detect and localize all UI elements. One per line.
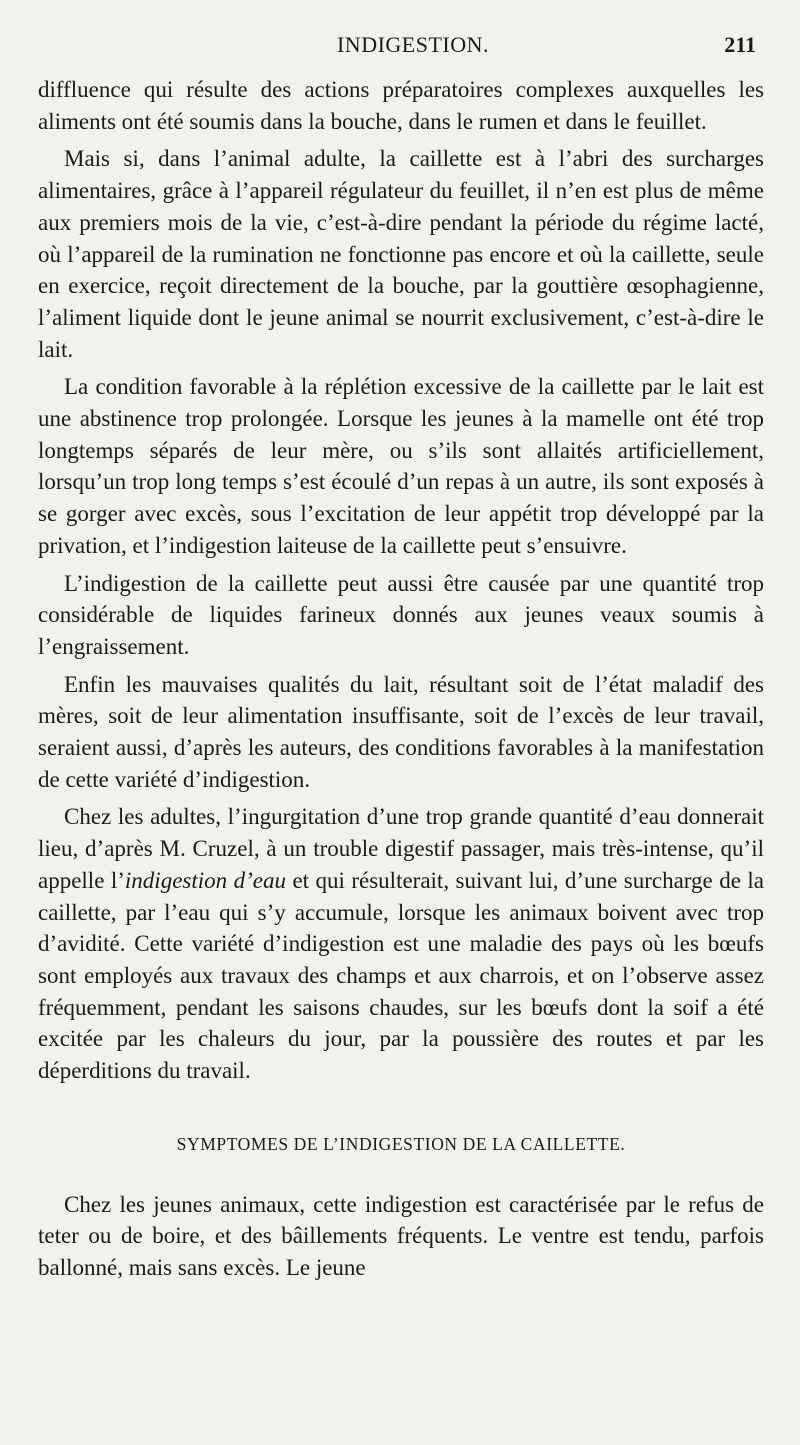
paragraph-abstinence: La condition favorable à la réplétion excessive de la caillette par le lait est une abstinence trop prolongée. Lorsque les jeunes à la mamelle ont été trop longtemps séparés de leur mère, ou s’ils sont allaités artificiellement, lorsqu’un trop long temps s’est écoulé d’un repas à un autre, ils sont exposés à se gorger avec excès, sous l’excitation de leur appétit trop développé par la privation, et l’indigestion laiteuse de la caillette peut s’ensuivre.	[38, 374, 764, 558]
page-number: 211	[724, 32, 756, 57]
paragraph-continuation: diffluence qui résulte des actions préparatoires complexes auxquelles les aliments ont été soumis dans la bouche, dans le rumen et dans le feuillet.	[38, 77, 764, 134]
body-text	[38, 74, 764, 1284]
paragraph-symptoms: Chez les jeunes animaux, cette indigestion est caractérisée par le refus de teter ou de boire, et des bâillements fréquents. Le ventre est tendu, parfois ballonné, mais sans excès. Le jeune	[38, 1191, 764, 1280]
italic-term: indigestion d’eau	[124, 867, 286, 893]
section-heading: SYMPTOMES DE L’INDIGESTION DE LA CAILLETTE.	[176, 1133, 626, 1154]
paragraph-milk-qualities: Enfin les mauvaises qualités du lait, résultant soit de l’état maladif des mères, soit de leur alimentation insuffisante, soit de l’excès de leur travail, seraient aussi, d’après les auteurs, des conditions favorables à la manifestation de cette variété d’indigestion.	[38, 671, 764, 792]
paragraph-water-indigestion	[38, 801, 764, 1086]
paragraph-farinaceous-liquids: L’indigestion de la caillette peut aussi être causée par une quantité trop considérable de liquides farineux donnés aux jeunes veaux soumis à l’engraissement.	[38, 570, 764, 659]
running-title: INDIGESTION.	[336, 32, 490, 57]
paragraph-text-before-italic: Chez les adultes, l’ingurgitation d’une trop grande quantité d’eau donnerait lieu, d’après M. Cruzel, à un trouble digestif passager, mais très-intense, qu’il appelle l’	[38, 804, 764, 893]
running-head	[38, 30, 764, 74]
paragraph-adult-caillette: Mais si, dans l’animal adulte, la caillette est à l’abri des surcharges alimentaires, grâce à l’appareil régulateur du feuillet, il n’en est plus de même aux premiers mois de la vie, c’est-à-dire pendant la période du régime lacté, où l’appareil de la rumination ne fonctionne pas encore et où la caillette, seule en exercice, reçoit directement de la bouche, par la gouttière œsophagienne, l’aliment liquide dont le jeune animal se nourrit exclusivement, c’est-à-dire le lait.	[38, 146, 764, 362]
paragraph-text-after-italic: et qui résulterait, suivant lui, d’une surcharge de la caillette, par l’eau qui s’y accumule, lorsque les animaux boivent avec trop d’avidité. Cette variété d’indigestion est une maladie des pays où les bœufs sont employés aux travaux des champs et aux charrois, et on l’observe assez fréquemment, pendant les saisons chaudes, sur les bœufs dont la soif a été excitée par les chaleurs du jour, par la poussière des routes et par les déperditions du travail.	[38, 867, 764, 1084]
